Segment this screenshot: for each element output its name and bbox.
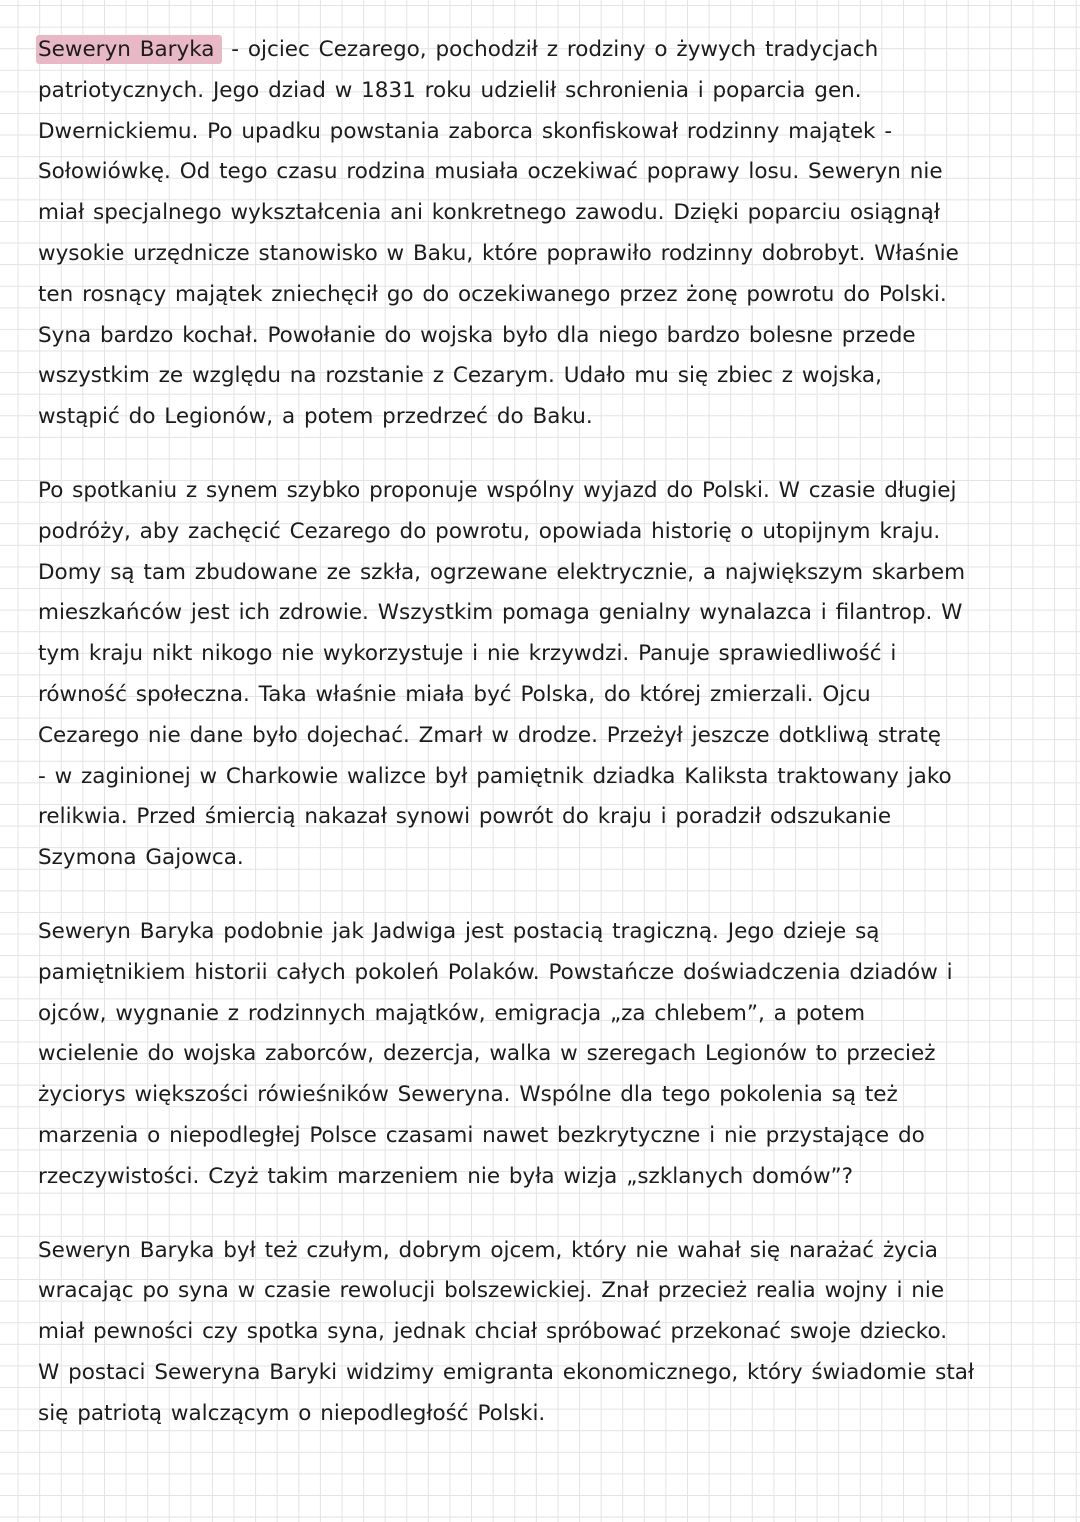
line-text: wstąpić do Legionów, a potem przedrzeć do Baku.: [38, 404, 593, 430]
text-line: [38, 1075, 1048, 1116]
text-line: [38, 1353, 1048, 1394]
line-text: podróży, aby zachęcić Cezarego do powrotu, opowiada historię o utopijnym kraju.: [38, 518, 941, 544]
line-text: tym kraju nikt nikogo nie wykorzystuje i nie krzywdzi. Panuje sprawiedliwość i: [38, 641, 897, 667]
text-line: [38, 675, 1048, 716]
line-text: ten rosnący majątek zniechęcił go do oczekiwanego przez żonę powrotu do Polski.: [38, 281, 947, 307]
line-text: się patriotą walczącym o niepodległość Polski.: [38, 1400, 546, 1426]
paragraph-2: [38, 471, 1048, 879]
text-line: [38, 275, 1048, 316]
text-line: [38, 1116, 1048, 1157]
text-line: [38, 1157, 1048, 1198]
text-line: [38, 634, 1048, 675]
line-text: rzeczywistości. Czyż takim marzeniem nie była wizja „szklanych domów”?: [38, 1163, 854, 1189]
paragraph-1: [38, 30, 1048, 438]
line-text: wysokie urzędnicze stanowisko w Baku, które poprawiło rodzinny dobrobyt. Właśnie: [38, 240, 959, 266]
line-text: Domy są tam zbudowane ze szkła, ogrzewane elektrycznie, a największym skarbem: [38, 559, 966, 585]
text-line: [38, 757, 1048, 798]
line-text: Szymona Gajowca.: [38, 845, 244, 871]
text-line: [38, 152, 1048, 193]
text-line: [38, 593, 1048, 634]
line-text: Dwernickiemu. Po upadku powstania zaborca skonfiskował rodzinny majątek -: [38, 118, 893, 144]
text-line: [38, 471, 1048, 512]
text-line: [38, 397, 1048, 438]
text-line: [38, 512, 1048, 553]
highlighted-name: Seweryn Baryka: [36, 35, 222, 64]
line-text: - ojciec Cezarego, pochodził z rodziny o żywych tradycjach: [222, 37, 879, 62]
text-line: [38, 30, 1048, 71]
text-line: [38, 193, 1048, 234]
line-text: - w zaginionej w Charkowie walizce był pamiętnik dziadka Kaliksta traktowany jako: [38, 763, 952, 789]
text-line: [38, 716, 1048, 757]
text-line: [38, 1231, 1048, 1272]
line-text: mieszkańców jest ich zdrowie. Wszystkim pomaga genialny wynalazca i filantrop. W: [38, 600, 963, 626]
text-line: [38, 1271, 1048, 1312]
text-line: [38, 838, 1048, 879]
paragraph-3: [38, 912, 1048, 1198]
line-text: Sołowiówkę. Od tego czasu rodzina musiała oczekiwać poprawy losu. Seweryn nie: [38, 159, 943, 185]
text-line: [38, 316, 1048, 357]
line-text: pamiętnikiem historii całych pokoleń Polaków. Powstańcze doświadczenia dziadów i: [38, 959, 953, 985]
line-text: patriotycznych. Jego dziad w 1831 roku udzielił schronienia i poparcia gen.: [38, 77, 862, 103]
text-line: [38, 912, 1048, 953]
line-text: wracając po syna w czasie rewolucji bolszewickiej. Znał przecież realia wojny i nie: [38, 1278, 945, 1304]
text-line: [38, 953, 1048, 994]
line-text: relikwia. Przed śmiercią nakazał synowi powrót do kraju i poradził odszukanie: [38, 804, 892, 830]
paragraph-4: [38, 1231, 1048, 1435]
line-text: wszystkim ze względu na rozstanie z Cezarym. Udało mu się zbiec z wojska,: [38, 363, 882, 389]
line-text: marzenia o niepodległej Polsce czasami nawet bezkrytyczne i nie przystające do: [38, 1122, 925, 1148]
text-line: [38, 553, 1048, 594]
text-line: [38, 797, 1048, 838]
text-line: [38, 234, 1048, 275]
notes-page: [38, 30, 1048, 1468]
line-text: Seweryn Baryka był też czułym, dobrym ojcem, który nie wahał się narażać życia: [38, 1237, 938, 1263]
text-line: [38, 1394, 1048, 1435]
line-text: W postaci Seweryna Baryki widzimy emigranta ekonomicznego, który świadomie stał: [38, 1359, 975, 1385]
text-line: [38, 1034, 1048, 1075]
line-text: ojców, wygnanie z rodzinnych majątków, emigracja „za chlebem”, a potem: [38, 1000, 866, 1026]
line-text: równość społeczna. Taka właśnie miała być Polska, do której zmierzali. Ojcu: [38, 681, 871, 707]
text-line: [38, 994, 1048, 1035]
line-text: miał specjalnego wykształcenia ani konkretnego zawodu. Dzięki poparciu osiągnął: [38, 200, 940, 226]
line-text: miał pewności czy spotka syna, jednak chciał spróbować przekonać swoje dziecko.: [38, 1319, 948, 1345]
line-text: wcielenie do wojska zaborców, dezercja, walka w szeregach Legionów to przecież: [38, 1041, 936, 1067]
text-line: [38, 1312, 1048, 1353]
line-text: życiorys większości rówieśników Seweryna. Wspólne dla tego pokolenia są też: [38, 1082, 898, 1108]
text-line: [38, 356, 1048, 397]
line-text: Cezarego nie dane było dojechać. Zmarł w drodze. Przeżył jeszcze dotkliwą stratę: [38, 722, 942, 748]
line-text: Seweryn Baryka podobnie jak Jadwiga jest postacią tragiczną. Jego dzieje są: [38, 918, 880, 944]
text-line: [38, 112, 1048, 153]
line-text: Syna bardzo kochał. Powołanie do wojska było dla niego bardzo bolesne przede: [38, 322, 916, 348]
text-line: [38, 71, 1048, 112]
line-text: Po spotkaniu z synem szybko proponuje wspólny wyjazd do Polski. W czasie długiej: [38, 477, 957, 503]
